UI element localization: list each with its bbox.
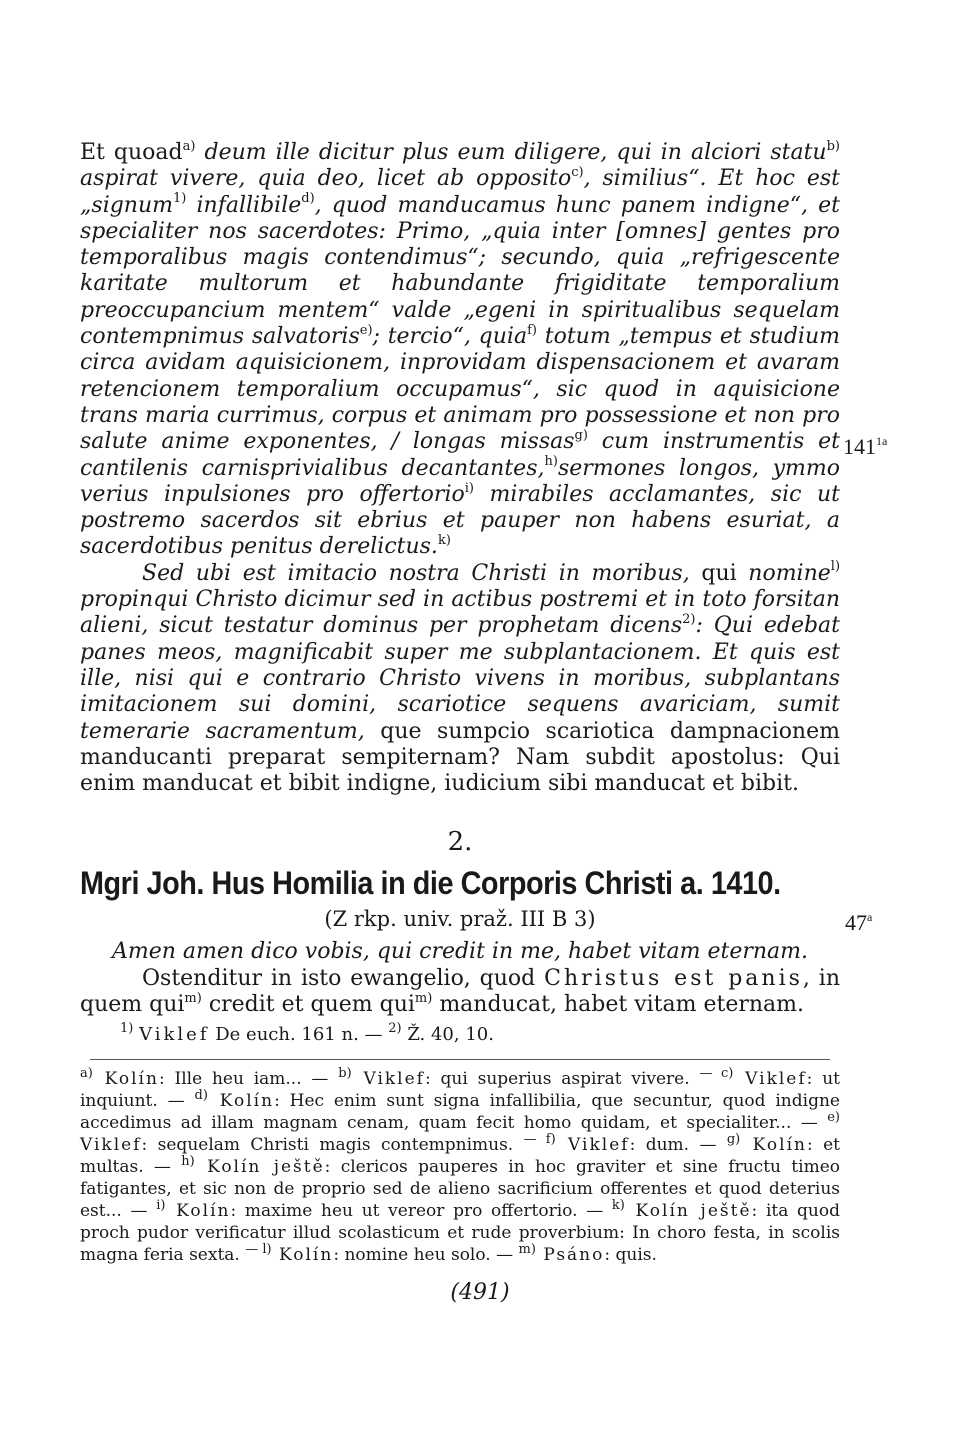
footnote-mark: g)	[574, 427, 588, 443]
footnote-mark: 1)	[173, 191, 187, 207]
apparatus-text: : sequelam Christi magis contempnimus.	[141, 1135, 524, 1156]
text-span: aspirat vivere, quia deo, licet ab opposito	[80, 166, 572, 192]
apparatus-mark: — l)	[245, 1241, 272, 1257]
source-notes	[120, 1021, 840, 1046]
text-span: , quod manducamus hunc panem indigne“, et specialiter nos sacerdotes: Primo, „quia inter [omnes] gentes pro temporalibus magis contendimus“; secundo, quia „refrigescente karitate multorum et habundante frigiditate temporalium preoccupancium mentem“ valde „egeni in spiritualibus sequelam contempnimus salvatoris	[80, 192, 840, 350]
footnote-mark: 1)	[120, 1021, 134, 1037]
footnote-mark: d)	[301, 191, 315, 207]
apparatus-source: Kolín	[207, 1091, 275, 1112]
footnote-mark: 2)	[682, 612, 696, 628]
apparatus-mark: a)	[80, 1065, 93, 1081]
section-number: 2.	[447, 827, 473, 858]
folio-side: a	[867, 909, 873, 924]
manuscript-source: (Z rkp. univ. praž. III B 3)	[324, 907, 596, 932]
apparatus-text: : et multas. —	[80, 1135, 841, 1178]
apparatus-entry	[245, 1241, 519, 1266]
apparatus-text: : dum. —	[629, 1135, 727, 1156]
main-text	[80, 140, 840, 797]
footnote-mark: m)	[414, 990, 433, 1006]
homily-text	[80, 939, 840, 1018]
apparatus-text: : Hec enim sunt signa infallibilia, que secuntur, quod indigne accedimus ad illam magnam cenam, quam fecit homo quidam, et specialiter... —	[80, 1091, 840, 1134]
apparatus-text: : clericos pauperes in hoc graviter et sine fructu timeo fatigantes, et sic non de proprio sed de alieno sacrificium offerentes et quod deterius est... —	[80, 1157, 840, 1222]
apparatus-paragraph	[80, 1065, 841, 1266]
text-span: deum ille dicitur plus eum diligere, qui in alciori statu	[204, 140, 827, 165]
paragraph-2	[80, 561, 840, 798]
note-text: De euch. 161 n. —	[215, 1024, 383, 1046]
apparatus-mark: e)	[827, 1109, 840, 1125]
footnote-mark: f)	[527, 322, 537, 338]
text-span: que sumpcio scariotica dampnacionem manducanti preparat sempiternam? Nam subdit apostolus: Qui enim manducat et bibit indigne, iudicium sibi manducat et bibit.	[80, 718, 840, 797]
apparatus-source: Viklef	[80, 1135, 142, 1156]
footnote-mark: e)	[359, 322, 373, 338]
margin-folio-note	[845, 910, 872, 936]
footnote-mark: i)	[464, 480, 474, 496]
footnote-mark: c)	[571, 164, 584, 180]
apparatus-entry	[518, 1241, 657, 1266]
apparatus-text: : Ille heu iam... —	[158, 1069, 339, 1090]
apparatus-entry	[156, 1197, 612, 1222]
text-span: mirabiles acclamantes, sic ut postremo sacerdos sit ebrius et pauper non habens esuriat, a sacerdotibus penitus derelictus.	[80, 481, 840, 560]
text-span: manducat, habet vitam eternam.	[439, 992, 805, 1018]
apparatus-source: Viklef	[733, 1069, 807, 1090]
footnote-mark: 2)	[388, 1021, 402, 1037]
apparatus-source: Kolín	[271, 1245, 334, 1266]
margin-folio-note	[843, 434, 887, 460]
text-span: infallibile	[196, 192, 302, 218]
text-span: Sed ubi est imitacio nostra Christi in moribus,	[142, 560, 690, 586]
text-span: , similius“. Et hoc est „signum	[80, 166, 840, 218]
apparatus-source: Kolín	[740, 1135, 807, 1156]
note-name: Viklef	[139, 1024, 210, 1046]
incipit: Amen amen dico vobis, qui credit in me, habet vitam eternam.	[112, 939, 809, 965]
paragraph-1	[80, 140, 840, 561]
apparatus-mark: k)	[611, 1197, 625, 1213]
apparatus-mark: m)	[518, 1241, 536, 1257]
apparatus-entry	[338, 1065, 700, 1090]
apparatus-source: Viklef	[555, 1135, 630, 1156]
apparatus-text: : maxime heu ut vereor pro offertorio. —	[230, 1201, 612, 1222]
text-span: totum „tempus et studium circa avidam aquisicionem, inprovidam dispensacionem et avaram retencionem temporalium occupamus“, sic quod in aquisicione trans maria currimus, corpus et animam pro possessione et non pro salute anime exponentes, / longas missas	[80, 324, 840, 455]
apparatus-text: : ita quod proch pudor verificatur illud scolasticum et rude proverbium: In choro festa, in scolis magna feria sexta.	[80, 1201, 840, 1266]
critical-apparatus	[80, 1065, 841, 1266]
apparatus-text: : nomine heu solo. —	[333, 1245, 519, 1266]
apparatus-text: : qui superius aspirat vivere.	[424, 1069, 700, 1090]
apparatus-source: Kolín ještě	[194, 1157, 325, 1178]
apparatus-entry	[80, 1065, 339, 1090]
page-number: (491)	[450, 1280, 510, 1305]
footnote-divider	[90, 1059, 830, 1060]
folio-side: 1a	[876, 433, 888, 448]
apparatus-text: : ut inquiunt. —	[80, 1069, 840, 1112]
page-content	[80, 140, 840, 1266]
text-span: Ostenditur in isto ewangelio, quod	[142, 965, 536, 991]
footnote-mark: m)	[184, 990, 202, 1006]
apparatus-source: Kolín ještě	[624, 1201, 752, 1222]
text-span: sermones longos, ymmo verius inpulsiones pro offertorio	[80, 455, 840, 507]
text-span: : Qui edebat panes meos, magnificabit super me subplantacionem. Et quis est ille, nisi qui e contrario Christo vivens in moribus, subplantans imitacionem sui domini, scariotice sequens avariciam, sumit temerarie sacramentum,	[80, 613, 841, 744]
apparatus-mark: d)	[194, 1087, 208, 1103]
apparatus-mark: — c)	[699, 1065, 734, 1081]
apparatus-source: Viklef	[351, 1069, 425, 1090]
apparatus-mark: i)	[156, 1197, 166, 1213]
footnote-mark: h)	[544, 454, 558, 470]
folio-number: 141	[843, 434, 876, 459]
text-span: cum instrumentis et cantilenis carnisprivialibus decantantes,	[80, 429, 840, 481]
footnote-mark: l)	[830, 559, 841, 575]
text-span: ; tercio“, quia	[372, 324, 528, 350]
section-title: Mgri Joh. Hus Homilia in die Corporis Christi a. 1410.	[80, 865, 781, 902]
text-span: , in quem qui	[80, 965, 840, 1018]
footnote-mark: a)	[182, 138, 196, 154]
apparatus-mark: — f)	[523, 1131, 556, 1147]
text-span: Et quoad	[80, 140, 183, 165]
text-span: propinqui Christo dicimur sed in actibus postremi et in toto forsitan alieni, sicut testatur dominus per prophetam dicens	[80, 587, 840, 639]
text-span: credit et quem qui	[208, 992, 415, 1018]
apparatus-entry	[523, 1131, 727, 1156]
apparatus-mark: b)	[338, 1065, 352, 1081]
apparatus-text: : quis.	[604, 1245, 657, 1266]
footnote-mark: k)	[437, 533, 451, 549]
apparatus-source: Psáno	[535, 1245, 605, 1266]
apparatus-mark: g)	[726, 1131, 741, 1147]
apparatus-mark: h)	[181, 1153, 195, 1169]
folio-number: 47	[845, 910, 867, 935]
emphasized-text: Christus est panis	[544, 965, 803, 991]
text-span: nomine	[748, 560, 831, 586]
note-text: Ž. 40, 10.	[407, 1024, 494, 1046]
homily-paragraph	[80, 966, 840, 1019]
text-span: qui	[701, 560, 737, 586]
apparatus-source: Kolín	[92, 1069, 159, 1090]
footnote-mark: b)	[826, 138, 841, 154]
apparatus-source: Kolín	[165, 1201, 231, 1222]
